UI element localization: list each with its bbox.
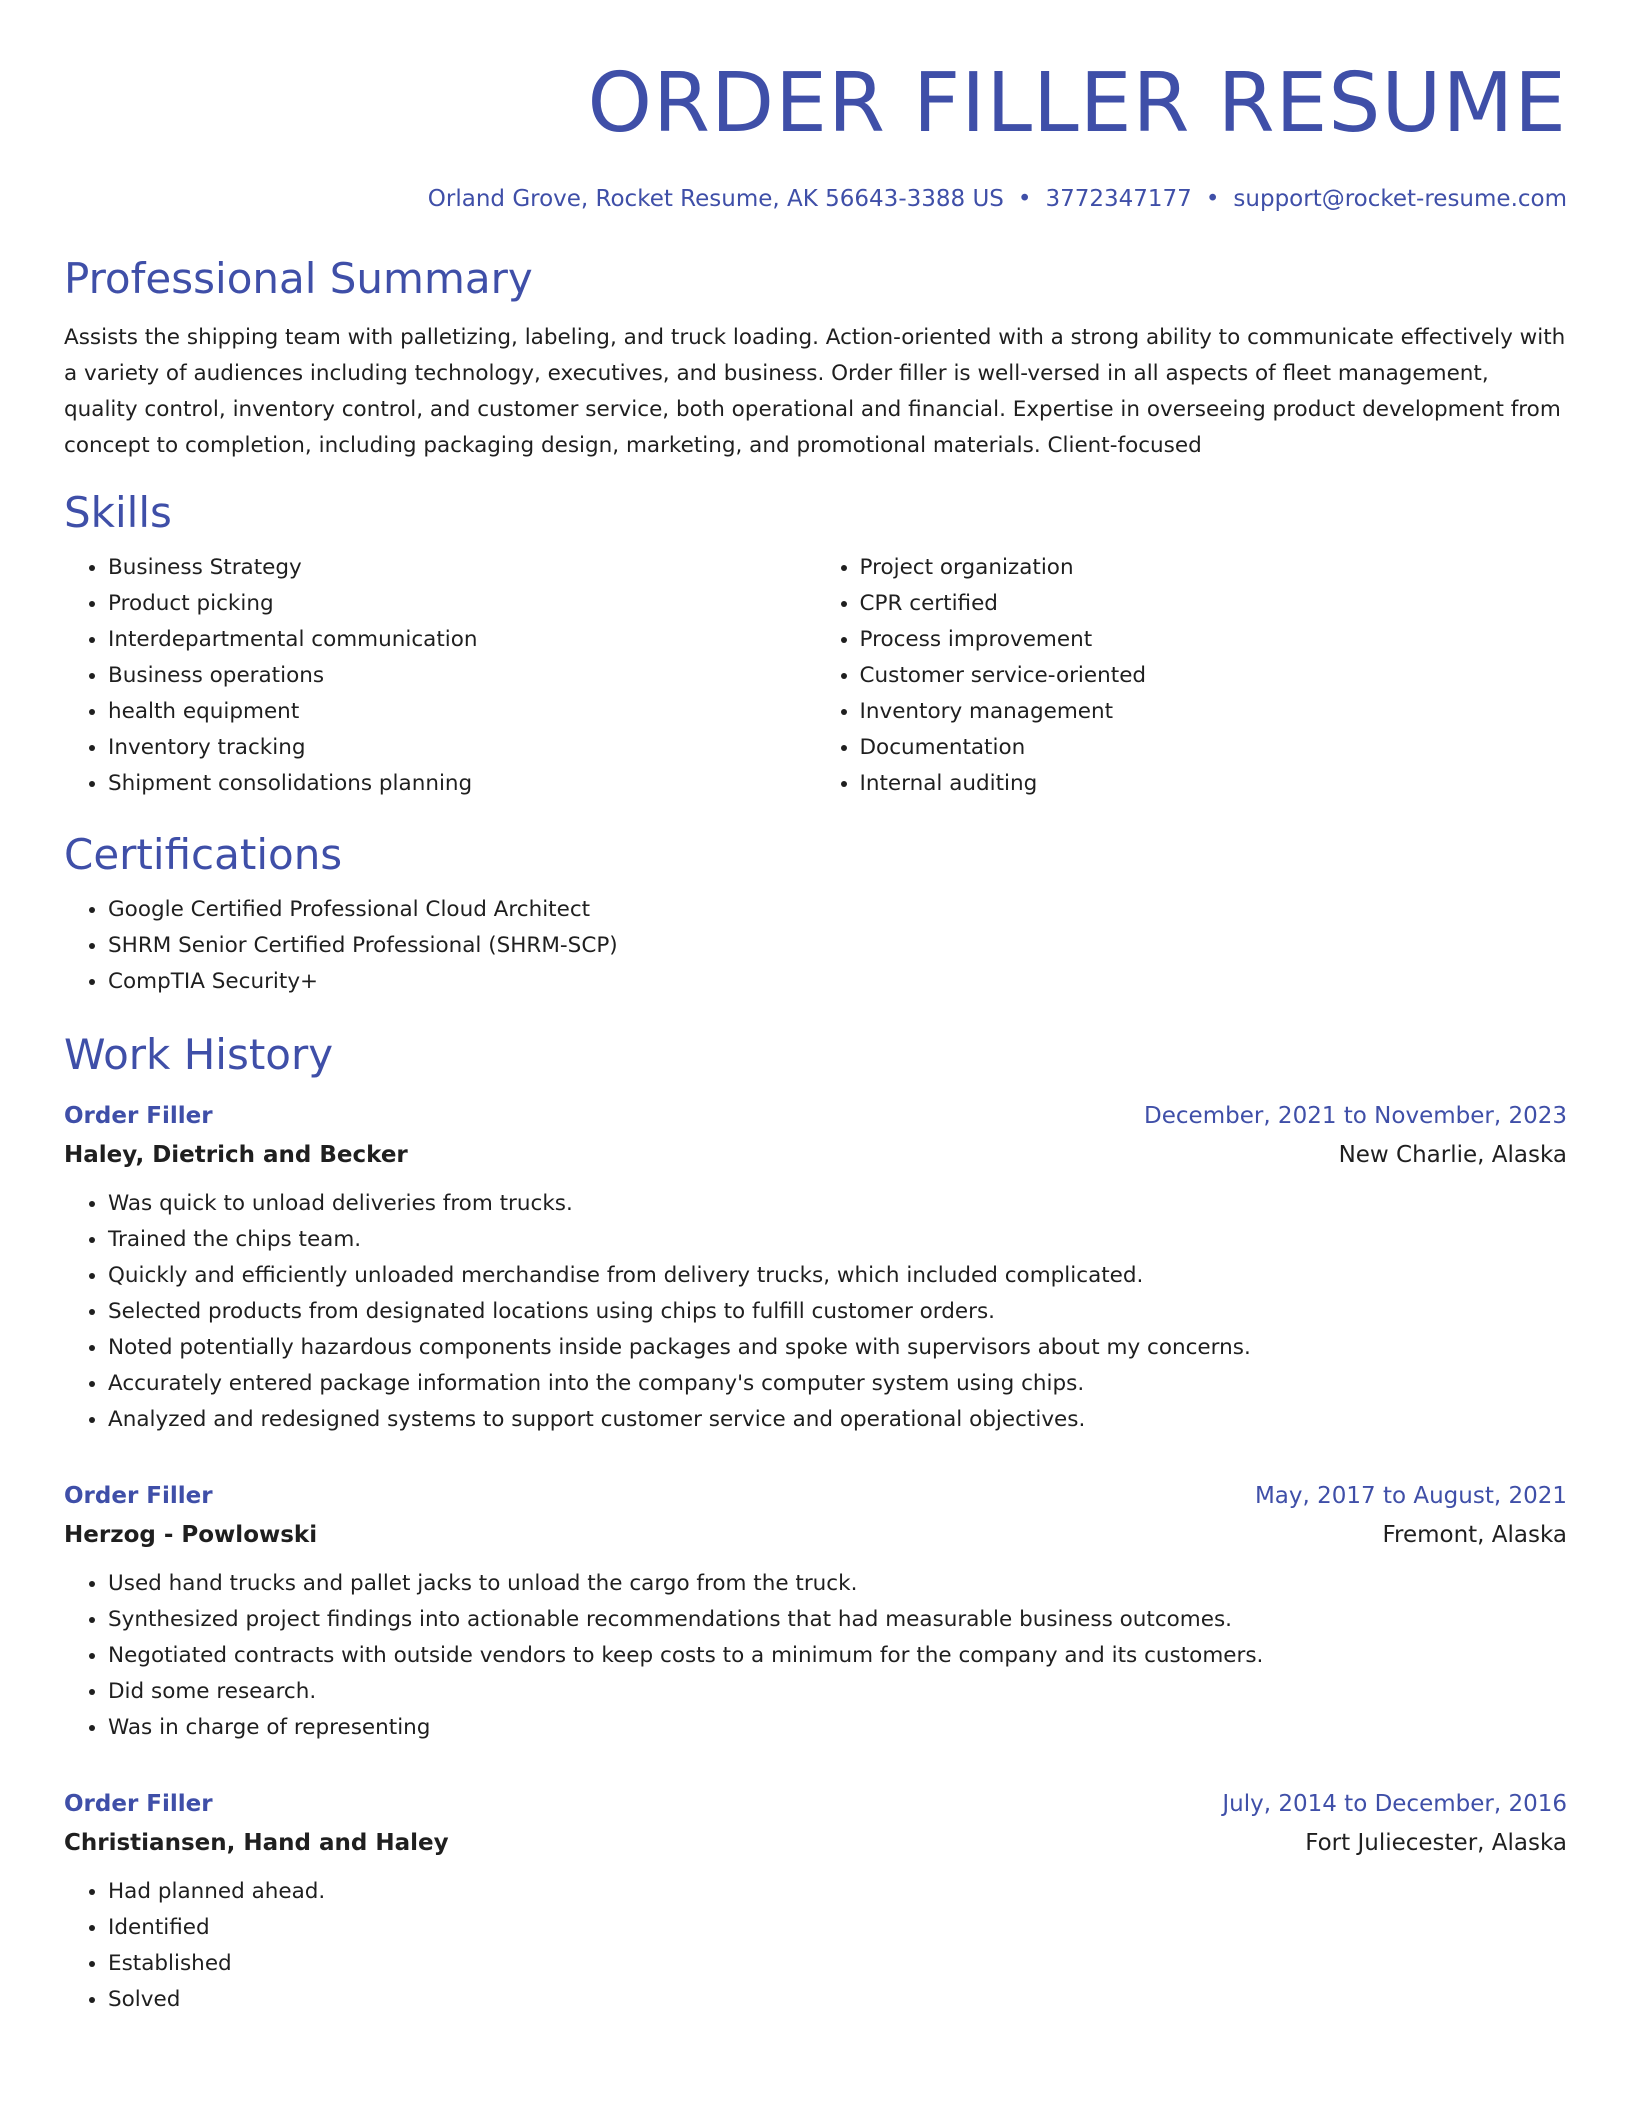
job-header-row (64, 1786, 1567, 1822)
job-bullet: • Trained the chips team. (108, 1222, 1567, 1258)
contact-separator: • (1205, 186, 1220, 212)
job-dates: May, 2017 to August, 2021 (1254, 1483, 1567, 1509)
job-company-row (64, 1134, 1567, 1176)
skill-item: • Business Strategy (108, 550, 816, 586)
job-location: Fremont, Alaska (1382, 1522, 1567, 1548)
job-bullet: • Negotiated contracts with outside vendors to keep costs to a minimum for the company and its customers. (108, 1638, 1567, 1674)
job-bullet: • Was quick to unload deliveries from trucks. (108, 1186, 1567, 1222)
skill-item: • CPR certified (860, 586, 1568, 622)
job-entry (64, 1786, 1567, 2018)
contact-separator: • (1017, 186, 1032, 212)
summary-text: Assists the shipping team with palletizing, labeling, and truck loading. Action-oriented with a strong ability to communicate effectively with a variety of audiences including technology, executives, and business. Order filler is well-versed in all aspects of fleet management, quality control, inventory control, and customer service, both operational and financial. Expertise in overseeing product development from concept to completion, including packaging design, marketing, and promotional materials. Client-focused (64, 325, 1566, 458)
skills-heading: Skills (64, 488, 172, 537)
contact-address: Orland Grove, Rocket Resume, AK 56643-3388 US (427, 186, 1004, 212)
job-location: New Charlie, Alaska (1338, 1142, 1567, 1168)
contact-phone: 3772347177 (1045, 186, 1192, 212)
job-bullet: • Solved (108, 1982, 1567, 2018)
job-bullet: • Accurately entered package information into the company's computer system using chips. (108, 1366, 1567, 1402)
skills-list-left (64, 550, 816, 802)
job-bullet: • Synthesized project findings into actionable recommendations that had measurable business outcomes. (108, 1602, 1567, 1638)
certification-item: • CompTIA Security+ (108, 964, 1567, 1000)
job-company-row (64, 1822, 1567, 1864)
job-company: Christiansen, Hand and Haley (64, 1830, 449, 1856)
job-bullet: • Established (108, 1946, 1567, 1982)
summary-heading: Professional Summary (64, 254, 533, 303)
skill-item: • Inventory management (860, 694, 1568, 730)
contact-email: support@rocket-resume.com (1233, 186, 1567, 212)
job-bullets (64, 1566, 1567, 1746)
certifications-list (64, 892, 1567, 1000)
skill-item: • Business operations (108, 658, 816, 694)
skill-item: • Interdepartmental communication (108, 622, 816, 658)
job-bullet: • Used hand trucks and pallet jacks to unload the cargo from the truck. (108, 1566, 1567, 1602)
job-bullet: • Did some research. (108, 1674, 1567, 1710)
skills-list-right (816, 550, 1568, 802)
skill-item: • Documentation (860, 730, 1568, 766)
skill-item: • Product picking (108, 586, 816, 622)
skill-item: • Project organization (860, 550, 1568, 586)
skills-columns (64, 550, 1567, 802)
job-title: Order Filler (64, 1103, 213, 1129)
skill-item: • Process improvement (860, 622, 1568, 658)
job-bullets (64, 1186, 1567, 1438)
job-header-row (64, 1478, 1567, 1514)
job-bullet: • Identified (108, 1910, 1567, 1946)
job-location: Fort Juliecester, Alaska (1305, 1830, 1567, 1856)
job-bullet: • Had planned ahead. (108, 1874, 1567, 1910)
job-bullet: • Analyzed and redesigned systems to support customer service and operational objectives. (108, 1402, 1567, 1438)
job-title: Order Filler (64, 1791, 213, 1817)
job-bullet: • Quickly and efficiently unloaded merchandise from delivery trucks, which included complicated. (108, 1258, 1567, 1294)
job-bullets (64, 1874, 1567, 2018)
job-company-row (64, 1514, 1567, 1556)
skill-item: • Shipment consolidations planning (108, 766, 816, 802)
certification-item: • SHRM Senior Certified Professional (SHRM-SCP) (108, 928, 1567, 964)
job-bullet: • Noted potentially hazardous components inside packages and spoke with supervisors about my concerns. (108, 1330, 1567, 1366)
certification-item: • Google Certified Professional Cloud Architect (108, 892, 1567, 928)
skill-item: • Customer service-oriented (860, 658, 1568, 694)
job-bullet: • Was in charge of representing (108, 1710, 1567, 1746)
job-dates: July, 2014 to December, 2016 (1222, 1791, 1567, 1817)
resume-title: ORDER FILLER RESUME (587, 56, 1567, 151)
job-title: Order Filler (64, 1483, 213, 1509)
resume-page (64, 0, 1567, 2018)
contact-line (64, 184, 1567, 214)
skill-item: • health equipment (108, 694, 816, 730)
work-history-heading: Work History (64, 1030, 334, 1079)
job-entry (64, 1098, 1567, 1438)
certifications-heading: Certifications (64, 830, 343, 879)
job-bullet: • Selected products from designated locations using chips to fulfill customer orders. (108, 1294, 1567, 1330)
job-company: Haley, Dietrich and Becker (64, 1142, 408, 1168)
skill-item: • Internal auditing (860, 766, 1568, 802)
job-company: Herzog - Powlowski (64, 1522, 318, 1548)
job-header-row (64, 1098, 1567, 1134)
job-entry (64, 1478, 1567, 1746)
skill-item: • Inventory tracking (108, 730, 816, 766)
job-dates: December, 2021 to November, 2023 (1144, 1103, 1567, 1129)
